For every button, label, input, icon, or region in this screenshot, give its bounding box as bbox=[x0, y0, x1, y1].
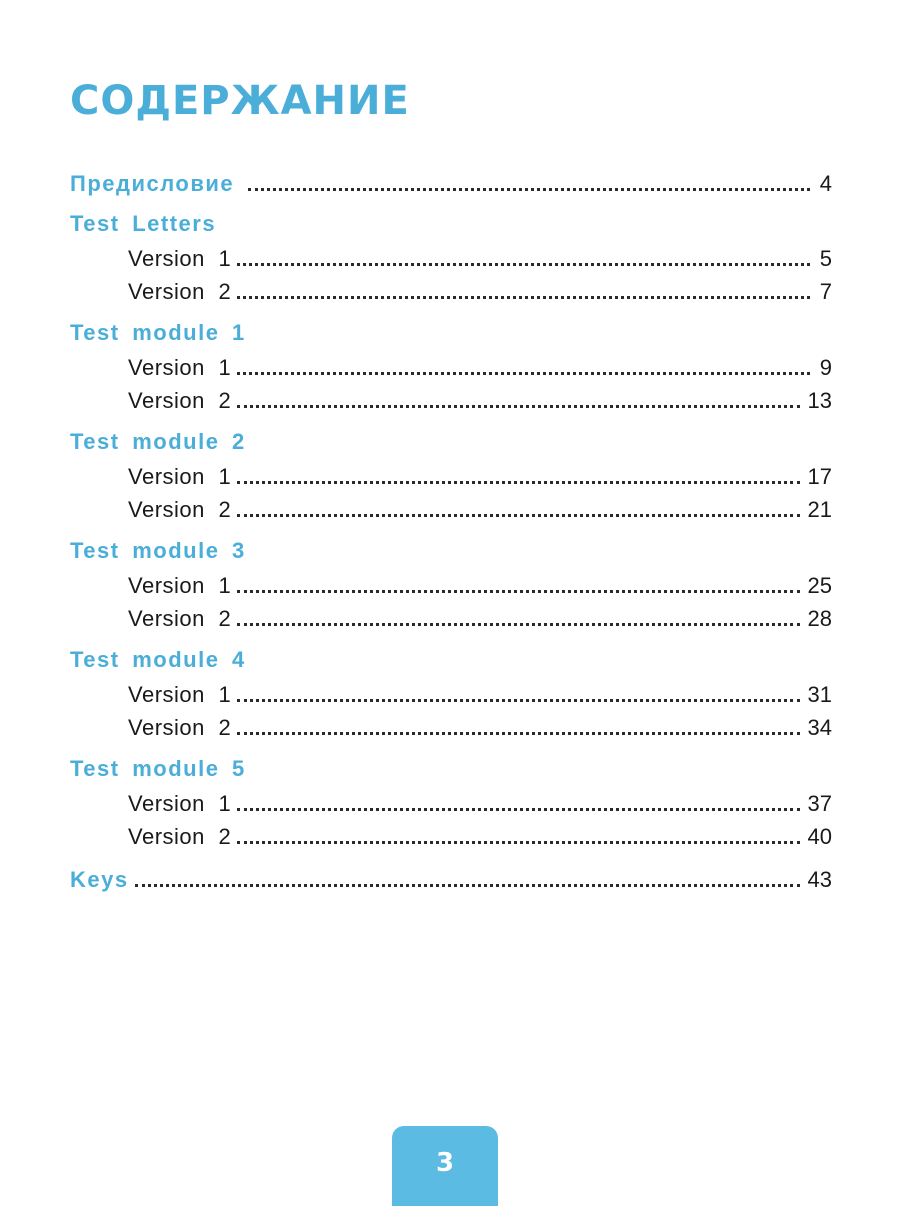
toc-section-module-1 bbox=[70, 315, 832, 415]
version-page: 7 bbox=[819, 279, 832, 304]
section-heading[interactable] bbox=[70, 424, 832, 456]
toc-entry-version[interactable] bbox=[70, 491, 832, 524]
dot-leader bbox=[237, 808, 799, 811]
page-number: 3 bbox=[435, 1148, 455, 1178]
section-heading[interactable] bbox=[70, 533, 832, 565]
preface-label: Предисловие bbox=[70, 171, 235, 196]
section-title: Test module 5 bbox=[70, 756, 246, 781]
dot-leader bbox=[135, 884, 800, 887]
version-label: Version 1 bbox=[128, 464, 232, 489]
version-page: 9 bbox=[819, 355, 832, 380]
version-page: 37 bbox=[807, 791, 832, 816]
dot-leader bbox=[237, 623, 799, 626]
keys-label: Keys bbox=[70, 867, 129, 892]
dot-leader bbox=[237, 296, 810, 299]
dot-leader bbox=[237, 514, 799, 517]
toc-entry-version[interactable] bbox=[70, 709, 832, 742]
dot-leader bbox=[237, 405, 799, 408]
section-heading[interactable] bbox=[70, 206, 832, 238]
toc-entry-version[interactable] bbox=[70, 785, 832, 818]
toc-entry-version[interactable] bbox=[70, 273, 832, 306]
version-page: 21 bbox=[807, 497, 832, 522]
version-label: Version 2 bbox=[128, 279, 232, 304]
toc-section-test-letters bbox=[70, 206, 832, 306]
version-page: 40 bbox=[807, 824, 832, 849]
version-page: 31 bbox=[807, 682, 832, 707]
version-label: Version 2 bbox=[128, 388, 232, 413]
toc-entry-version[interactable] bbox=[70, 600, 832, 633]
section-heading[interactable] bbox=[70, 315, 832, 347]
version-page: 17 bbox=[807, 464, 832, 489]
dot-leader bbox=[237, 481, 799, 484]
dot-leader bbox=[237, 699, 799, 702]
version-label: Version 2 bbox=[128, 715, 232, 740]
preface-page: 4 bbox=[819, 171, 832, 196]
version-label: Version 1 bbox=[128, 573, 232, 598]
toc-entry-version[interactable] bbox=[70, 676, 832, 709]
dot-leader bbox=[248, 188, 810, 191]
dot-leader bbox=[237, 372, 810, 375]
section-title: Test module 4 bbox=[70, 647, 246, 672]
toc-entry-version[interactable] bbox=[70, 349, 832, 382]
version-label: Version 1 bbox=[128, 682, 232, 707]
page-number-badge bbox=[392, 1126, 498, 1206]
section-title: Test module 3 bbox=[70, 538, 246, 563]
section-title: Test module 2 bbox=[70, 429, 246, 454]
toc-section-module-5 bbox=[70, 751, 832, 851]
version-page: 25 bbox=[807, 573, 832, 598]
toc-entry-version[interactable] bbox=[70, 240, 832, 273]
dot-leader bbox=[237, 590, 799, 593]
toc-entry-preface[interactable] bbox=[70, 164, 832, 198]
section-title: Test module 1 bbox=[70, 320, 246, 345]
version-page: 5 bbox=[819, 246, 832, 271]
section-title: Test Letters bbox=[70, 211, 217, 236]
version-label: Version 2 bbox=[128, 606, 232, 631]
toc-entry-version[interactable] bbox=[70, 567, 832, 600]
toc-entry-version[interactable] bbox=[70, 458, 832, 491]
toc-entry-keys[interactable] bbox=[70, 860, 832, 894]
toc-section-module-2 bbox=[70, 424, 832, 524]
toc-section-module-3 bbox=[70, 533, 832, 633]
keys-page: 43 bbox=[807, 867, 832, 892]
version-page: 34 bbox=[807, 715, 832, 740]
page-title: СОДЕРЖАНИЕ bbox=[70, 78, 410, 124]
dot-leader bbox=[237, 263, 810, 266]
section-heading[interactable] bbox=[70, 751, 832, 783]
version-page: 13 bbox=[807, 388, 832, 413]
version-label: Version 1 bbox=[128, 791, 232, 816]
dot-leader bbox=[237, 841, 799, 844]
section-heading[interactable] bbox=[70, 642, 832, 674]
version-label: Version 1 bbox=[128, 246, 232, 271]
version-label: Version 1 bbox=[128, 355, 232, 380]
table-of-contents bbox=[70, 164, 832, 902]
version-label: Version 2 bbox=[128, 497, 232, 522]
version-page: 28 bbox=[807, 606, 832, 631]
version-label: Version 2 bbox=[128, 824, 232, 849]
toc-entry-version[interactable] bbox=[70, 818, 832, 851]
toc-entry-version[interactable] bbox=[70, 382, 832, 415]
toc-section-module-4 bbox=[70, 642, 832, 742]
dot-leader bbox=[237, 732, 799, 735]
